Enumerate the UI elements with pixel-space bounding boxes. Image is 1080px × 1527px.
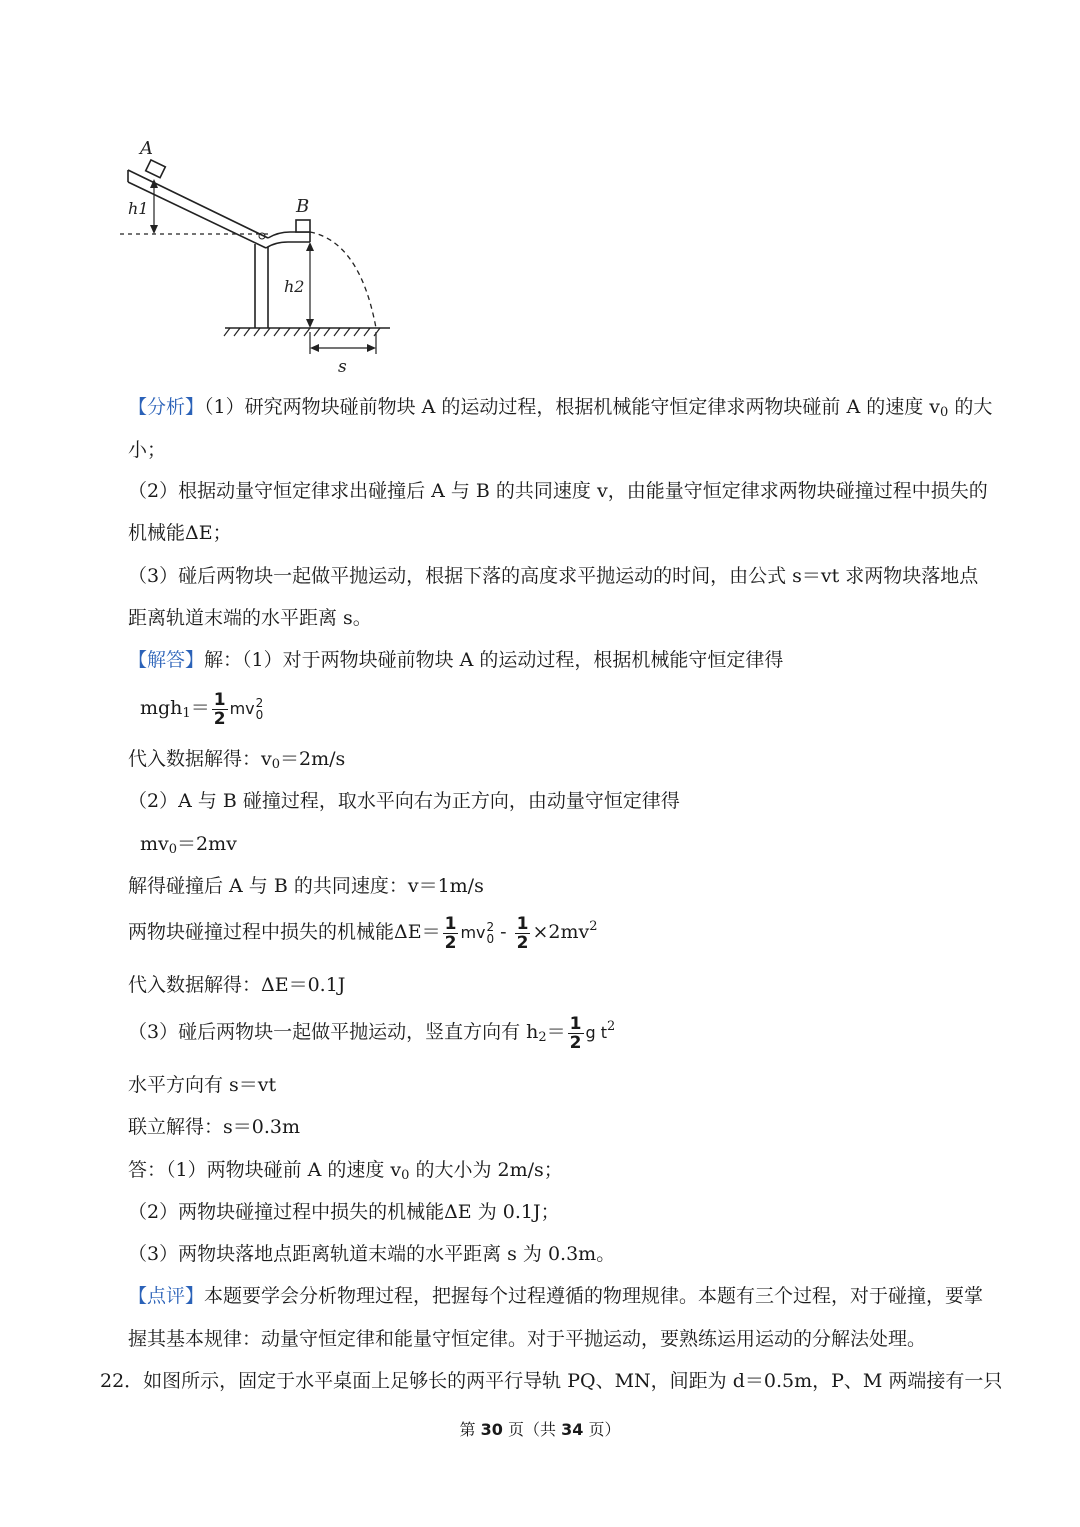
answer-3: （3）两物块落地点距离轨道末端的水平距离 s 为 0.3m。 (128, 1243, 616, 1265)
result-v: 解得碰撞后 A 与 B 的共同速度：v＝1m/s (128, 875, 484, 897)
combined-result: 联立解得：s＝0.3m (128, 1116, 300, 1138)
equation-2: $mv_0=2mv$ (140, 833, 237, 857)
comment-line-1: 【点评】本题要学会分析物理过程，把握每个过程遵循的物理规律。本题有三个过程，对于碰撞，要掌 (128, 1285, 984, 1307)
equation-1: mgh$_1$＝ $\frac{1}{2}$ mv 2 0 (140, 689, 264, 729)
answer-2: （2）两物块碰撞过程中损失的机械能ΔE 为 0.1J； (128, 1201, 560, 1223)
equation-3: 两物块碰撞过程中损失的机械能ΔE＝ $\frac{1}{2}$ mv 2 0 - $\frac{1}{2}$ $\times 2mv^2$ (128, 913, 598, 953)
label-b: B (296, 196, 310, 217)
label-h1: h1 (128, 199, 149, 218)
analysis-line-2: （2）根据动量守恒定律求出碰撞后 A 与 B 的共同速度 v，由能量守恒定律求两物块碰撞过程中损失的 (128, 480, 988, 502)
analysis-line-1: 【分析】（1）研究两物块碰前物块 A 的运动过程，根据机械能守恒定律求两物块碰前 A 的速度 $v_0$ 的大 (128, 396, 993, 420)
analysis-line-1-cont: 小； (128, 439, 167, 461)
label-a: A (140, 138, 153, 159)
next-question: 22．如图所示，固定于水平桌面上足够长的两平行导轨 PQ、MN，间距为 d＝0.5m，P、M 两端接有一只 (100, 1370, 1003, 1392)
page-footer: 第 30 页（共 34 页） (459, 1420, 621, 1439)
label-h2: h2 (284, 277, 305, 296)
equation-h2: （3）碰后两物块一起做平抛运动，竖直方向有 $h_2=$ $\frac{1}{2}$ g $t^2$ (128, 1013, 616, 1053)
page-total: 34 (561, 1420, 584, 1439)
analysis-line-3-cont: 距离轨道末端的水平距离 s。 (128, 607, 372, 629)
solution-intro: 【解答】解：（1）对于两物块碰前物块 A 的运动过程，根据机械能守恒定律得 (128, 649, 784, 671)
label-s: s (338, 357, 347, 377)
result-delta-e: 代入数据解得：ΔE＝0.1J (128, 974, 346, 996)
horizontal-direction: 水平方向有 s＝vt (128, 1074, 277, 1096)
comment-line-2: 握其基本规律：动量守恒定律和能量守恒定律。对于平抛运动，要熟练运用运动的分解法处理。 (128, 1328, 927, 1350)
analysis-line-2-cont: 机械能ΔE； (128, 522, 232, 544)
answer-1: 答：（1）两物块碰前 A 的速度 $v_0$ 的大小为 2m/s； (128, 1159, 563, 1183)
fraction-half: $\frac{1}{2}$ (213, 689, 226, 729)
analysis-line-3: （3）碰后两物块一起做平抛运动，根据下落的高度求平抛运动的时间，由公式 s＝vt 求两物块落地点 (128, 565, 979, 587)
analysis-tag: 【分析】 (128, 396, 205, 418)
page-number: 30 (480, 1420, 503, 1439)
physics-figure (120, 132, 410, 382)
comment-tag: 【点评】 (128, 1285, 205, 1307)
solution-step-2: （2）A 与 B 碰撞过程，取水平向右为正方向，由动量守恒定律得 (128, 790, 680, 812)
solution-tag: 【解答】 (128, 649, 205, 671)
result-v0: 代入数据解得：$v_0=2m/s$ (128, 748, 346, 772)
